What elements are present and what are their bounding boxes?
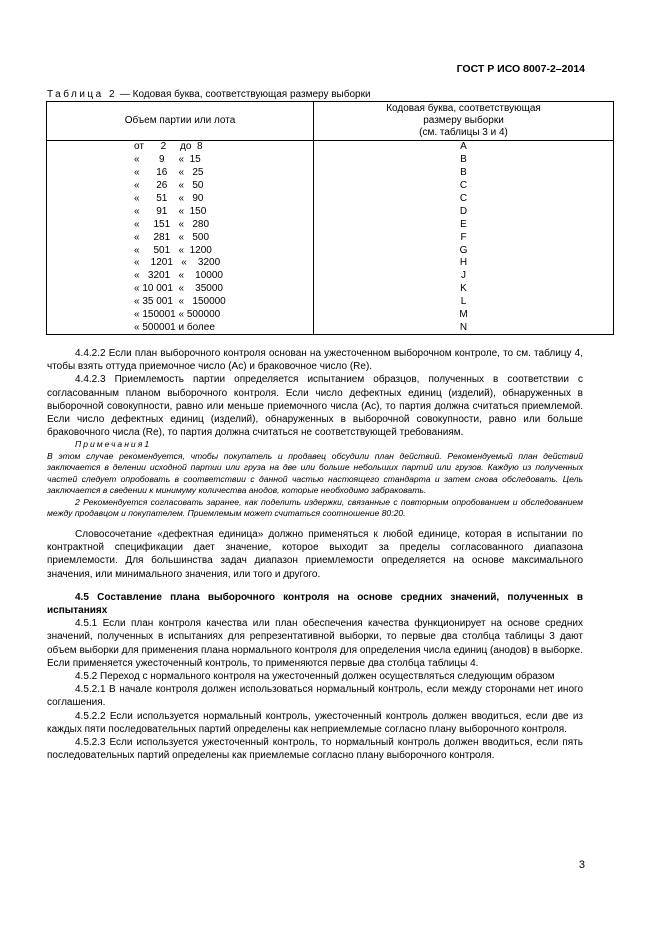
paragraph-defect-unit: Словосочетание «дефектная единица» должно применяться к любой единице, которая в испытании по контрактной спецификации дает значение, которое выходит за пределы согласованного диапазона приемлемости. Для большинства задач диапазон приемлемости определяется на основе максимального значения, или минимального значения, или того и другого. [47,528,583,580]
table-row [47,167,614,180]
lot-size-range: « 91 « 150 [134,205,207,217]
document-code: ГОСТ Р ИСО 8007-2–2014 [456,63,585,75]
code-letter-cell: A [314,141,614,154]
lot-size-cell [47,257,314,270]
lot-size-range: « 1201 « 3200 [134,257,221,269]
table-row [47,309,614,322]
lot-size-range: « 281 « 500 [134,231,210,243]
lot-size-range: « 500001 и более [134,321,215,333]
lot-size-range: « 9 « 15 [134,154,201,166]
table-row [47,205,614,218]
col-header-line: (см. таблицы 3 и 4) [419,127,508,138]
lot-size-range: от 2 до 8 [134,141,203,153]
col-header-line: Кодовая буква, соответствующая [386,103,541,114]
code-letter-cell: J [314,270,614,283]
lot-size-range: « 35 001 « 150000 [134,296,226,308]
paragraph-4-5-1: 4.5.1 Если план контроля качества или план обеспечения качества функционирует на основе средних значений, полученных в испытаниях для репрезентативной выборки, то первые два столбца таблицы 3 дают объем выборки для применения плана нормального контроля для определения числа единиц (анодов) в выборке. Если применяется ужесточенный контроль, то применяются первые два столбца таблицы 4. [47,618,583,669]
lot-size-range: « 51 « 90 [134,193,204,204]
paragraph-4-5-2-3: 4.5.2.3 Если используется ужесточенный контроль, то нормальный контроль должен вводиться, если пять последовательных партий определены как приемлемые согласно плану выборочного контроля. [47,736,583,762]
lot-size-cell [47,193,314,206]
lot-size-cell [47,231,314,244]
sample-size-code-table [46,101,614,335]
table-row [47,141,614,154]
lot-size-cell [47,296,314,309]
note-2: 2 Рекомендуется согласовать заранее, как поделить издержки, связанные с повторным опробованием и обследованием между продавцом и покупателем. Приемлемым может считаться соотношение 80:20. [47,496,583,519]
table-row [47,231,614,244]
code-letter-cell: E [314,218,614,231]
table-caption [47,89,371,100]
main-text [47,347,583,762]
lot-size-cell [47,283,314,296]
lot-size-cell [47,244,314,257]
table-row [47,218,614,231]
table-row [47,283,614,296]
col-header-code-letter [314,102,614,141]
paragraph-4-4-2-2: 4.4.2.2 Если план выборочного контроля основан на ужесточенном выборочном контроле, то см. таблицу 4, чтобы взять оттуда приемочное число (Ac) и браковочное число (Re). [47,348,583,373]
paragraph-4-5-2-1: 4.5.2.1 В начале контроля должен использоваться нормальный контроль, если между сторонами нет иного соглашения. [47,684,583,709]
notes-title-num: 1 [144,439,150,450]
lot-size-cell [47,205,314,218]
code-letter-cell: F [314,231,614,244]
lot-size-range: « 150001 « 500000 [134,309,221,321]
lot-size-cell [47,270,314,283]
lot-size-cell [47,309,314,322]
paragraph-4-5-2-2: 4.5.2.2 Если используется нормальный контроль, ужесточенный контроль должен вводиться, если две из каждых пяти последовательных партий определены как неприемлемые согласно плану выборочного контроля. [47,710,583,735]
table-row [47,270,614,283]
code-letter-cell: C [314,193,614,206]
table-row [47,257,614,270]
code-letter-cell: K [314,283,614,296]
notes-title [47,439,583,451]
code-letter-cell: D [314,205,614,218]
code-letter-cell: H [314,257,614,270]
notes-block [47,439,583,520]
lot-size-cell [47,321,314,334]
code-letter-cell: G [314,244,614,257]
lot-size-cell [47,167,314,180]
lot-size-range: « 26 « 50 [134,180,204,192]
table-caption-text: — Кодовая буква, соответствующая размеру выборки [117,89,371,100]
lot-size-cell [47,154,314,167]
paragraph-4-4-2-3: 4.4.2.3 Приемлемость партии определяется испытанием образцов, полученных в соответствии с согласованным планом выборочного контроля. Если число дефектных единиц (изделий), обнаруженных в выборочной совокупности, равно или меньше приемочного числа (Ac), то партия должна считаться приемлемой. Если число дефектных единиц (изделий), обнаруженных в выборочной совокупности, равно или больше браковочного числа (Re), то партия должна считаться не соответствующей требованиям. [47,374,583,439]
lot-size-range: « 10 001 « 35000 [134,283,223,295]
lot-size-range: « 16 « 25 [134,167,204,179]
code-letter-cell: B [314,167,614,180]
lot-size-range: « 3201 « 10000 [134,270,223,282]
col-header-line: размеру выборки [423,115,504,126]
lot-size-cell [47,218,314,231]
code-letter-cell: B [314,154,614,167]
lot-size-cell [47,141,314,154]
table-row [47,154,614,167]
page-number: 3 [578,859,585,871]
note-1: В этом случае рекомендуется, чтобы покупатель и продавец обсудили план действий. Рекомендуемый план действий заключается в делении исходной партии или груза на две или больше небольших партий или грузов. Каждую из полученных частей следует опробовать в соответствии с данной частью настоящего стандарта и затем снова обследовать. Цель заключается в сведении к минимуму количества анодов, которые необходимо забраковать. [47,450,583,496]
table-row [47,296,614,309]
code-letter-cell: C [314,180,614,193]
table-caption-label: Таблица 2 [47,89,118,100]
code-letter-cell: M [314,309,614,322]
code-letter-cell: N [314,321,614,334]
section-heading-4-5: 4.5 Составление плана выборочного контроля на основе средних значений, полученных в испытаниях [47,591,583,616]
lot-size-cell [47,180,314,193]
lot-size-range: « 151 « 280 [134,218,210,230]
col-header-lot-size: Объем партии или лота [47,102,314,141]
table-row [47,180,614,193]
lot-size-range: « 501 « 1200 [134,244,212,256]
paragraph-4-5-2: 4.5.2 Переход с нормального контроля на ужесточенный должен осуществляться следующим образом [75,670,555,682]
notes-title-text: Примечания [75,439,145,450]
table-row [47,193,614,206]
table-row [47,244,614,257]
code-letter-cell: L [314,296,614,309]
table-row [47,321,614,334]
